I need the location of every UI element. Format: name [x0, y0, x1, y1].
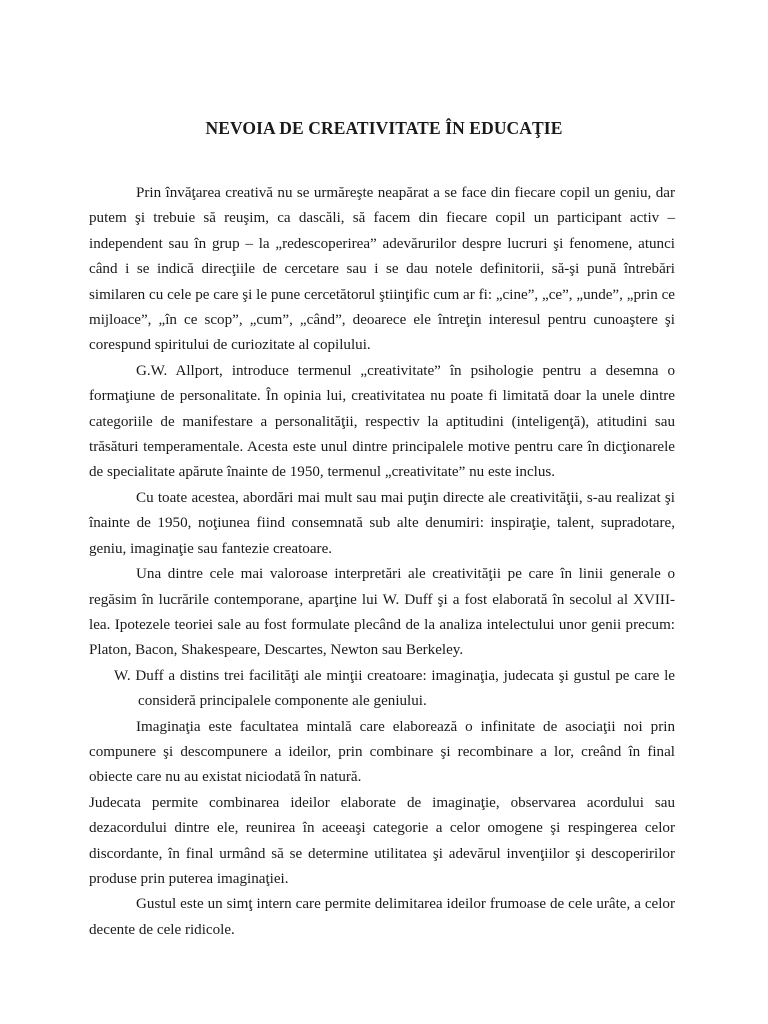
body-text [89, 181, 675, 943]
paragraph: Gustul este un simţ intern care permite delimitarea ideilor frumoase de cele urâte, a celor decente de cele ridicole. [89, 896, 675, 938]
paragraph: W. Duff a distins trei facilităţi ale minţii creatoare: imaginaţia, judecata şi gustul pe care le consideră principalele componente ale geniului. [114, 667, 675, 710]
paragraph: Una dintre cele mai valoroase interpretări ale creativităţii pe care în linii generale o regăsim în lucrările contemporane, aparţine lui W. Duff şi a fost elaborată în secolul al XVIII-lea. Ipotezele teoriei sale au fost formulate plecând de la analiza intelectului unor genii precum: Platon, Bacon, Shakespeare, Descartes, Newton sau Berkeley. [89, 566, 675, 659]
paragraph: Imaginaţia este facultatea mintală care elaborează o infinitate de asociaţii noi prin compunere şi descompunere a ideilor, prin combinare şi recombinare a lor, creând în final obiecte care nu au existat niciodată în natură. [89, 718, 675, 786]
paragraph: G.W. Allport, introduce termenul „creativitate” în psihologie pentru a desemna o formaţiune de personalitate. În opinia lui, creativitatea nu poate fi limitată doar la unele dintre categoriile de manifestare a personalităţii, respectiv la aptitudini (inteligenţă), atitudini sau trăsături temperamentale. Acesta este unul dintre principalele motive pentru care în dicţionarele de specialitate apărute înainte de 1950, termenul „creativitate” nu este inclus. [89, 362, 675, 481]
page-title: NEVOIA DE CREATIVITATE ÎN EDUCAŢIE [205, 118, 563, 138]
paragraph: Prin învăţarea creativă nu se urmăreşte neapărat a se face din fiecare copil un geniu, dar putem şi trebuie să reuşim, ca dascăli, să facem din fiecare copil un participant activ – independent sau în grup – la „redescoperirea” adevărurilor despre lucruri şi fenomene, atunci când i se indică direcţiile de cercetare sau i se dau notele definitorii, să-şi pună întrebări similaren cu cele pe care şi le pune cercetătorul ştiinţific cum ar fi: „cine”, „ce”, „unde”, „prin ce mijloace”, „în ce scop”, „cum”, „când”, deoarece ele întreţin interesul pentru cunoaştere şi corespund spiritului de curiozitate al copilului. [89, 185, 675, 354]
paragraph: Judecata permite combinarea ideilor elaborate de imaginaţie, observarea acordului sau dezacordului dintre ele, reunirea în aceeaşi categorie a celor omogene şi respingerea celor discordante, în final urmând să se determine utilitatea şi adevărul invenţiilor şi descoperirilor produse prin puterea imaginaţiei. [89, 794, 675, 887]
paragraph: Cu toate acestea, abordări mai mult sau mai puţin directe ale creativităţii, s-au realizat şi înainte de 1950, noţiunea fiind consemnată sub alte denumiri: inspiraţie, talent, supradotare, geniu, imaginaţie sau fantezie creatoare. [89, 489, 675, 557]
